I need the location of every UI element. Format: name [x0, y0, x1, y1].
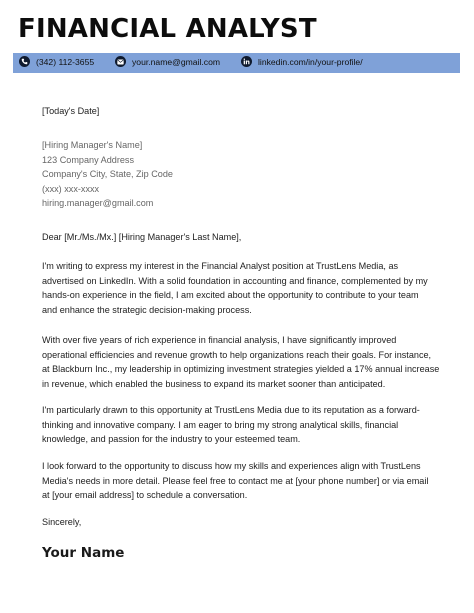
closing-text: Sincerely, — [42, 517, 82, 527]
linkedin-icon — [241, 56, 252, 67]
phone-icon — [19, 56, 30, 67]
recipient-address: 123 Company Address — [42, 154, 135, 165]
page-title: FINANCIAL ANALYST — [18, 14, 317, 44]
email-icon — [115, 56, 126, 67]
paragraph-line: thinking and innovative company. I am eager to bring my strong analytical skills, financial — [42, 419, 399, 430]
paragraph-line: I'm particularly drawn to this opportunity at TrustLens Media due to its reputation as a forward- — [42, 405, 420, 415]
paragraph-line: I'm writing to express my interest in the Financial Analyst position at TrustLens Media, as — [42, 261, 399, 271]
linkedin-text[interactable]: linkedin.com/in/your-profile/ — [258, 56, 363, 67]
contact-email — [115, 56, 220, 67]
salutation — [42, 230, 452, 245]
paragraph-line: advertised on LinkedIn. With a solid foundation in accounting and finance, complemented by my — [42, 275, 428, 286]
recipient-email: hiring.manager@gmail.com — [42, 198, 154, 208]
recipient-city: Company's City, State, Zip Code — [42, 169, 173, 179]
paragraph-line: operational efficiencies and revenue growth to help organizations reach their goals. For instance, — [42, 349, 432, 360]
letter-date — [42, 104, 452, 119]
paragraph-2 — [42, 333, 452, 391]
paragraph-1 — [42, 259, 452, 317]
contact-phone — [19, 56, 94, 67]
recipient-name: [Hiring Manager's Name] — [42, 140, 143, 150]
paragraph-line: at Blackburn Inc., my leadership in optimizing investment strategies yielded a 17% annual increase — [42, 364, 440, 374]
contact-linkedin — [241, 56, 363, 67]
salutation-text: Dear [Mr./Ms./Mx.] [Hiring Manager's Last Name], — [42, 232, 242, 242]
email-text[interactable]: your.name@gmail.com — [132, 56, 221, 67]
paragraph-line: hands-on experience in the field, I am excited about the opportunity to contribute to your team — [42, 290, 419, 300]
closing — [42, 515, 452, 530]
recipient-phone: (xxx) xxx-xxxx — [42, 183, 100, 194]
paragraph-line: knowledge, and passion for the industry to your esteemed team. — [42, 434, 301, 444]
phone-text[interactable]: (342) 112-3655 — [36, 56, 95, 67]
paragraph-line: Media's needs in more detail. Please feel free to contact me at [your phone number] or via email — [42, 475, 429, 486]
paragraph-line: With over five years of rich experience in financial analysis, I have significantly improved — [42, 335, 397, 345]
signature-name: Your Name — [42, 545, 125, 561]
paragraph-line: in revenue, which enabled the business to expand its market sooner than anticipated. — [42, 378, 386, 389]
paragraph-line: and enhance the strategic decision-making process. — [42, 304, 252, 315]
recipient-block — [42, 138, 452, 211]
paragraph-line: at [your email address] to schedule a conversation. — [42, 490, 248, 500]
contact-bar — [13, 53, 460, 73]
paragraph-line: I look forward to the opportunity to discuss how my skills and experiences align with TrustLens — [42, 461, 421, 471]
paragraph-3 — [42, 403, 452, 447]
paragraph-4 — [42, 459, 452, 503]
date-text: [Today's Date] — [42, 106, 100, 116]
